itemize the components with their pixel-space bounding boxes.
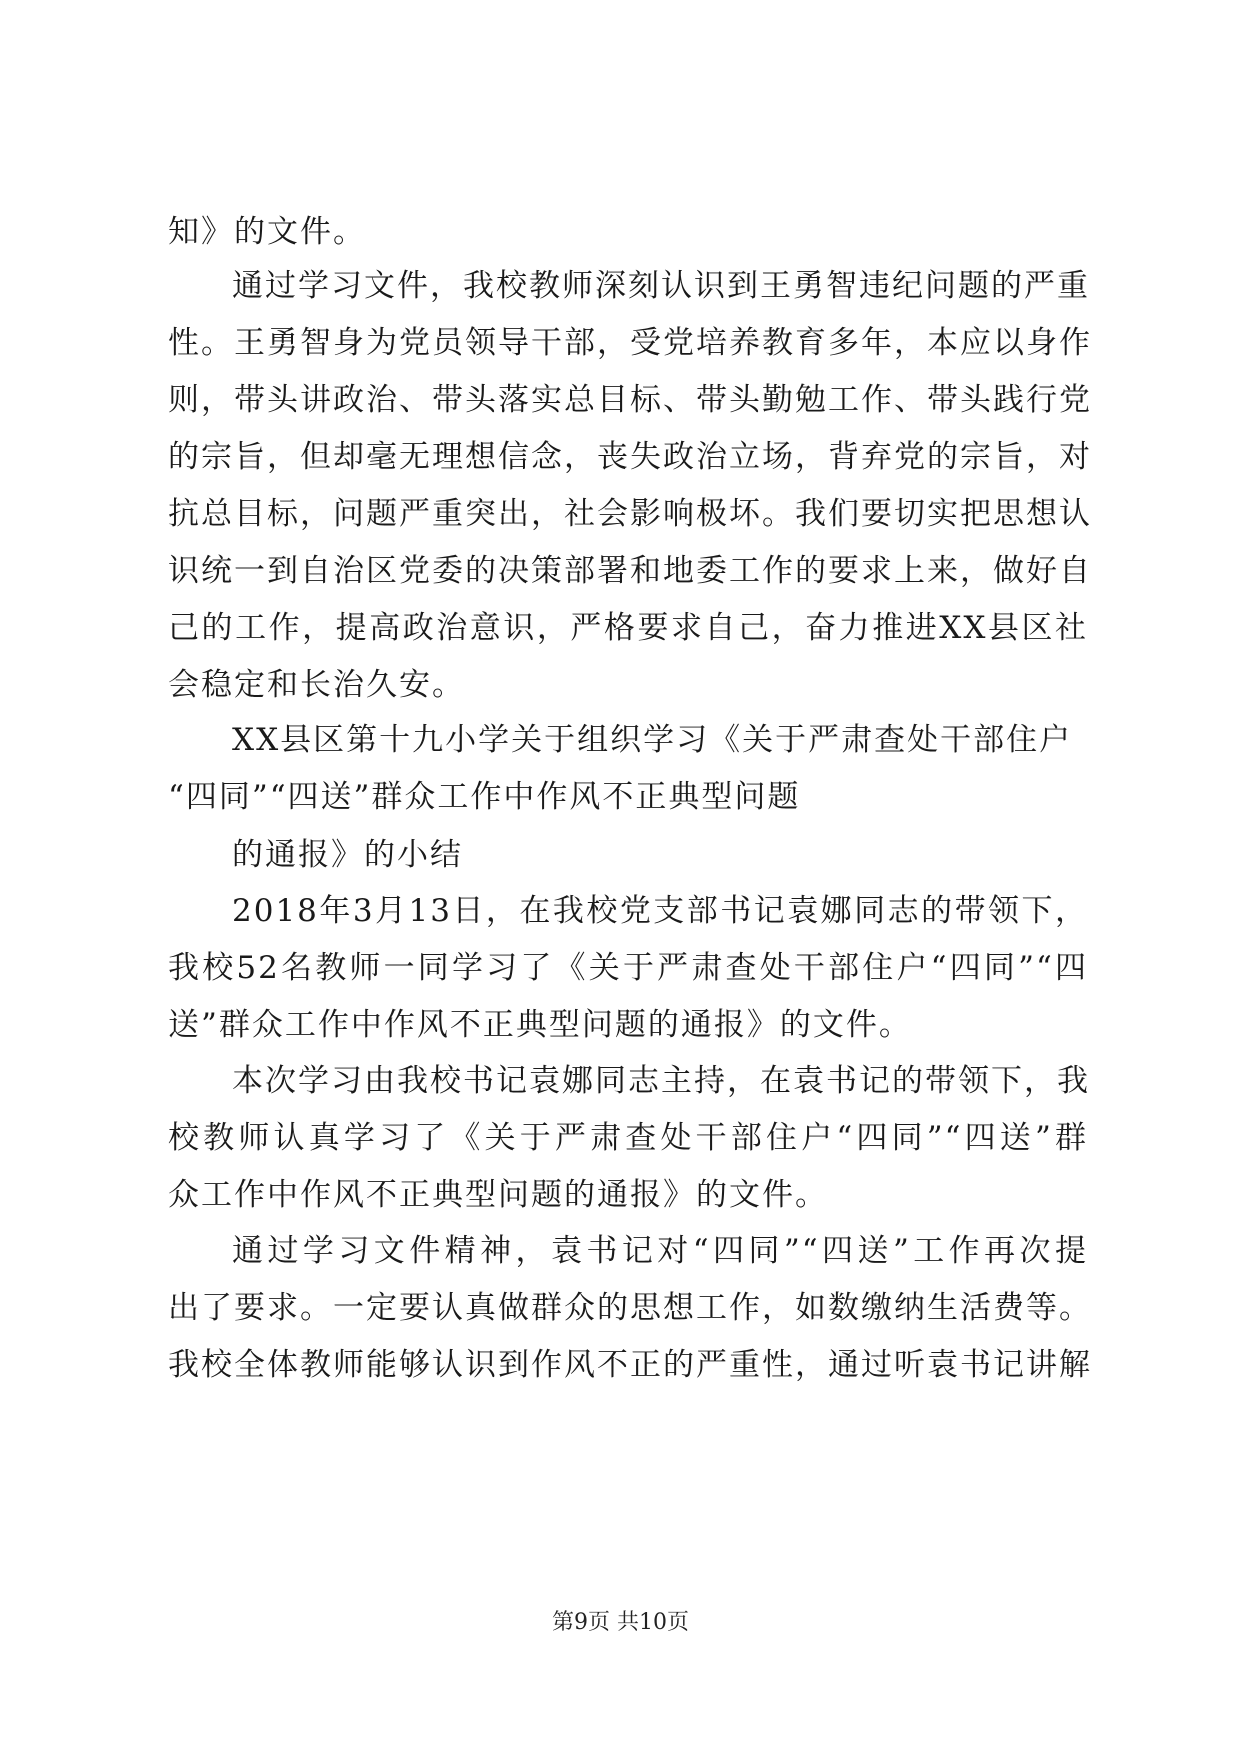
text-line-2: 通过学习文件，我校教师深刻认识到王勇智违纪问题的严重 bbox=[232, 268, 1090, 304]
section-title-line-1: XX县区第十九小学关于组织学习《关于严肃查处干部住户 bbox=[232, 722, 1073, 758]
text-line-18: 我校全体教师能够认识到作风不正的严重性，通过听袁书记讲解 bbox=[168, 1347, 1092, 1383]
text-line-9: 会稳定和长治久安。 bbox=[168, 667, 465, 703]
section-title-line-3: 的通报》的小结 bbox=[232, 837, 463, 873]
text-line-17: 出了要求。一定要认真做群众的思想工作，如数缴纳生活费等。 bbox=[168, 1290, 1092, 1326]
text-line-12: 送”群众工作中作风不正典型问题的通报》的文件。 bbox=[168, 1007, 912, 1043]
page-number-footer: 第9页 共10页 bbox=[552, 1610, 689, 1635]
text-line-1: 知》的文件。 bbox=[168, 214, 366, 250]
text-line-15: 众工作中作风不正典型问题的通报》的文件。 bbox=[168, 1177, 828, 1213]
text-line-4: 则，带头讲政治、带头落实总目标、带头勤勉工作、带头践行党 bbox=[168, 382, 1092, 418]
text-line-6: 抗总目标，问题严重突出，社会影响极坏。我们要切实把思想认 bbox=[168, 496, 1092, 532]
text-line-8: 己的工作，提高政治意识，严格要求自己，奋力推进XX县区社 bbox=[168, 610, 1088, 646]
text-line-7: 识统一到自治区党委的决策部署和地委工作的要求上来，做好自 bbox=[168, 553, 1092, 589]
text-line-10: 2018年3月13日，在我校党支部书记袁娜同志的带领下， bbox=[232, 893, 1088, 929]
text-line-5: 的宗旨，但却毫无理想信念，丧失政治立场，背弃党的宗旨，对 bbox=[168, 439, 1092, 475]
text-line-16: 通过学习文件精神，袁书记对“四同”“四送”工作再次提 bbox=[232, 1233, 1088, 1269]
section-title-line-2: “四同”“四送”群众工作中作风不正典型问题 bbox=[168, 779, 801, 815]
text-line-11: 我校52名教师一同学习了《关于严肃查处干部住户“四同”“四 bbox=[168, 950, 1088, 986]
text-line-13: 本次学习由我校书记袁娜同志主持，在袁书记的带领下，我 bbox=[232, 1063, 1090, 1099]
text-line-3: 性。王勇智身为党员领导干部，受党培养教育多年，本应以身作 bbox=[168, 325, 1092, 361]
text-line-14: 校教师认真学习了《关于严肃查处干部住户“四同”“四送”群 bbox=[168, 1120, 1088, 1156]
